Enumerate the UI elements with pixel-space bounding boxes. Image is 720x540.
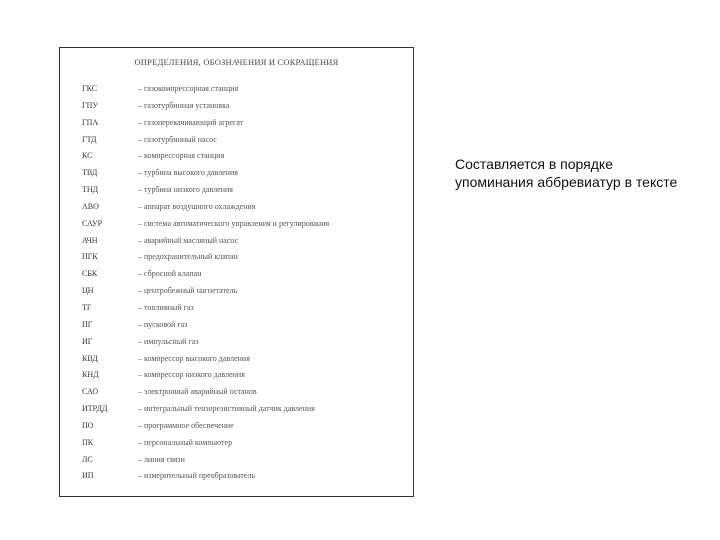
abbreviation-term: ПГК <box>82 252 98 262</box>
abbreviation-term: КВД <box>82 353 98 363</box>
abbreviation-row <box>82 185 402 202</box>
abbreviation-row <box>82 421 402 438</box>
abbreviation-term: ТГ <box>82 302 92 312</box>
abbreviation-definition: – предохранительный клапан <box>138 252 238 262</box>
abbreviation-definition: – сбросной клапан <box>138 269 202 279</box>
document-title: ОПРЕДЕЛЕНИЯ, ОБОЗНАЧЕНИЯ И СОКРАЩЕНИЯ <box>134 57 339 67</box>
abbreviation-row <box>82 101 402 118</box>
abbreviation-row <box>82 387 402 404</box>
abbreviation-row <box>82 118 402 135</box>
abbreviation-term: ГКС <box>82 84 98 93</box>
abbreviation-term: ПК <box>82 437 94 447</box>
abbreviation-term: КНД <box>82 370 99 380</box>
abbreviation-definition: – аппарат воздушного охлаждения <box>138 201 256 211</box>
abbreviation-row <box>82 286 402 303</box>
abbreviation-term: ИП <box>82 471 94 481</box>
abbreviation-row <box>82 337 402 354</box>
abbreviation-definition: – топливный газ <box>138 302 194 312</box>
abbreviation-term: ГПА <box>82 117 99 127</box>
abbreviation-term: САУР <box>82 218 103 228</box>
abbreviation-definition: – линия связи <box>138 454 185 464</box>
abbreviation-row <box>82 219 402 236</box>
abbreviation-row <box>82 236 402 253</box>
abbreviation-term: АВО <box>82 201 99 211</box>
abbreviation-definition: – интегральный тензорезистивный датчик давления <box>138 404 315 414</box>
abbreviation-row <box>82 320 402 337</box>
abbreviation-term: ТНД <box>82 185 99 195</box>
abbreviation-definition: – центробежный нагнетатель <box>138 286 238 296</box>
abbreviation-row <box>82 303 402 320</box>
abbreviation-definition: – система автоматического управления и регулирования <box>138 218 330 228</box>
abbreviation-definition: – импульсный газ <box>138 336 199 346</box>
abbreviation-row <box>82 404 402 421</box>
abbreviation-definition: – измерительный преобразователь <box>138 471 256 481</box>
abbreviation-definition: – аварийный масляный насос <box>138 235 239 245</box>
abbreviation-term: ТВД <box>82 168 98 178</box>
abbreviation-term: ГТД <box>82 134 97 144</box>
abbreviation-definition: – персональный компьютер <box>138 437 233 447</box>
abbreviation-definition: – компрессор низкого давления <box>138 370 245 380</box>
abbreviation-definition: – турбина низкого давления <box>138 185 233 195</box>
abbreviation-term: ПГ <box>82 319 93 329</box>
abbreviation-definition: – газотурбинный насос <box>138 134 217 144</box>
abbreviation-term: ИТРДД <box>82 404 108 414</box>
abbreviation-row <box>82 151 402 168</box>
abbreviation-row <box>82 354 402 371</box>
abbreviation-term: АЧН <box>82 235 98 245</box>
abbreviation-row <box>82 471 402 488</box>
abbreviation-row <box>82 252 402 269</box>
abbreviation-term: СБК <box>82 269 98 279</box>
abbreviation-list <box>82 84 402 488</box>
abbreviation-row <box>82 135 402 152</box>
abbreviation-row <box>82 202 402 219</box>
document-page <box>59 47 414 497</box>
abbreviation-term: ЛС <box>82 454 93 464</box>
abbreviation-row <box>82 168 402 185</box>
abbreviation-definition: – пусковой газ <box>138 319 188 329</box>
caption-text: Составляется в порядке упоминания аббревиатур в тексте <box>455 156 678 190</box>
abbreviation-row <box>82 455 402 472</box>
abbreviation-definition: – турбина высокого давления <box>138 168 238 178</box>
abbreviation-row <box>82 84 402 101</box>
abbreviation-term: ЦН <box>82 286 94 296</box>
abbreviation-term: ПО <box>82 420 94 430</box>
abbreviation-term: ИГ <box>82 336 93 346</box>
abbreviation-definition: – газоперекачивающий агрегат <box>138 117 244 127</box>
abbreviation-term: КС <box>82 151 93 161</box>
abbreviation-definition: – компрессорная станция <box>138 151 225 161</box>
abbreviation-row <box>82 438 402 455</box>
abbreviation-definition: – газокомпрессорная станция <box>138 84 239 93</box>
abbreviation-definition: – газотурбинная установка <box>138 100 230 110</box>
abbreviation-definition: – компрессор высокого давления <box>138 353 250 363</box>
abbreviation-row <box>82 370 402 387</box>
abbreviation-row <box>82 269 402 286</box>
abbreviation-term: ГПУ <box>82 100 99 110</box>
abbreviation-definition: – программное обеспечение <box>138 420 234 430</box>
abbreviation-term: САО <box>82 387 99 397</box>
abbreviation-definition: – электронный аварийный останов <box>138 387 257 397</box>
